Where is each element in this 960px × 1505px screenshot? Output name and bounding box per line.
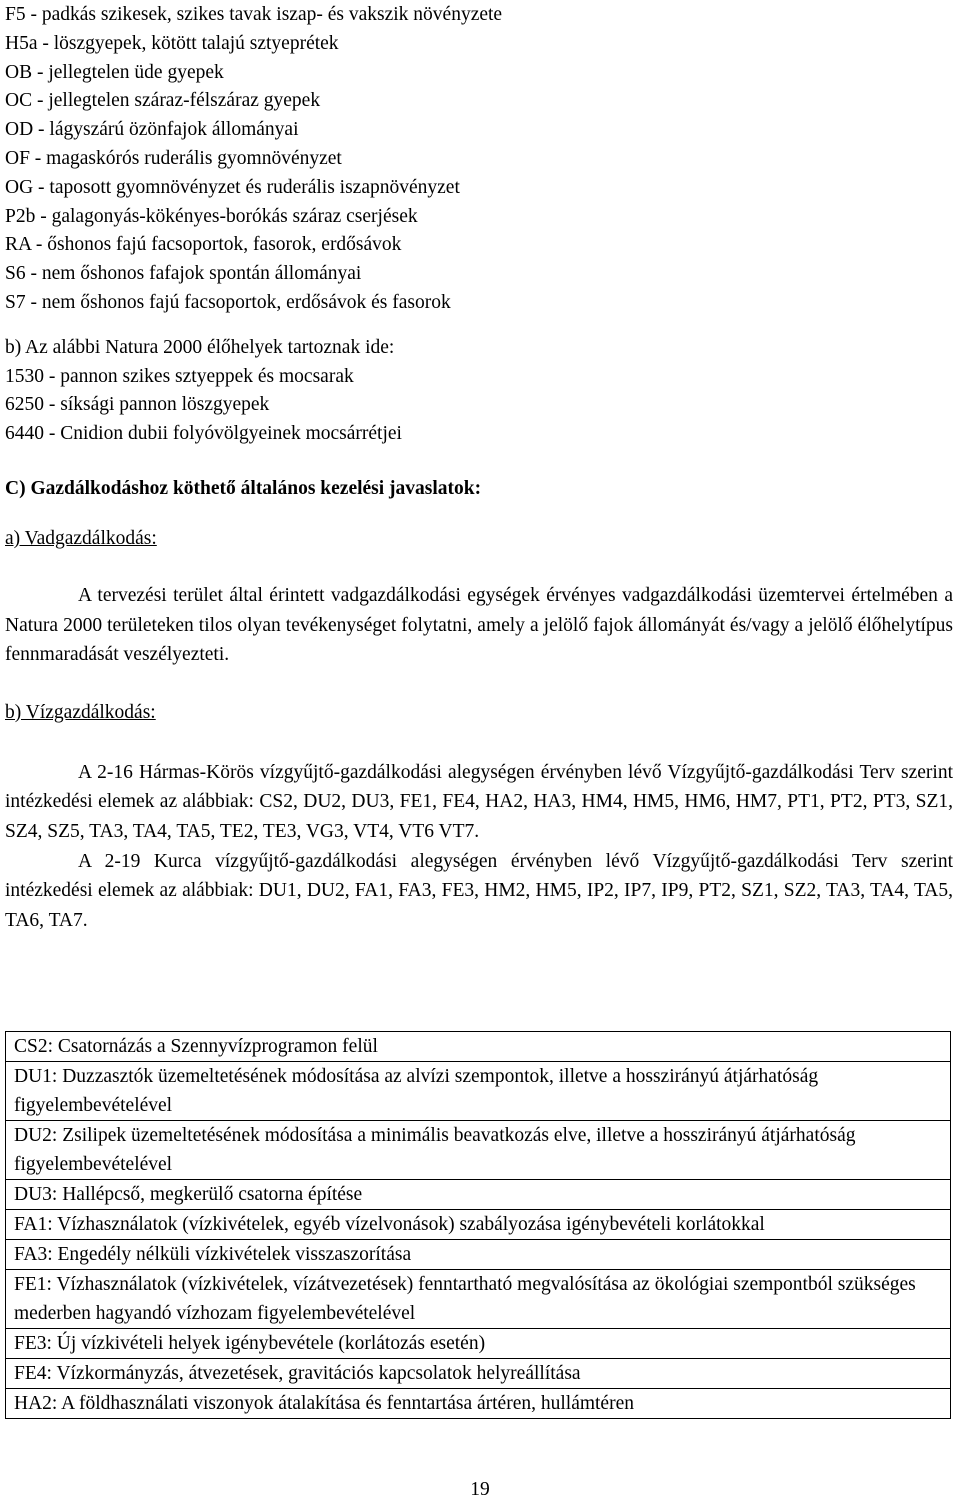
list-item: 6250 - síksági pannon löszgyepek <box>5 394 270 416</box>
list-item: P2b - galagonyás-kökényes-borókás száraz cserjések <box>5 205 418 227</box>
water-text-1: A 2-16 Hármas-Körös vízgyűjtő-gazdálkodási alegységen érvényben lévő Vízgyűjtő-gazdálkodási Terv szerint intézkedési elemek az alábbiak: CS2, DU2, DU3, FE1, FE4, HA2, HA3, HM4, HM5, HM6, HM7, PT1, PT2, PT3, SZ1, SZ4, SZ5, TA3, TA4, TA5, TE2, TE3, VG3, VT4, VT6 VT7. <box>5 761 953 842</box>
habitat-code-list <box>5 0 953 318</box>
water-paragraph-1 <box>5 758 953 847</box>
measures-table <box>5 1031 951 1419</box>
table-cell: DU2: Zsilipek üzemeltetésének módosítása a minimális beavatkozás elve, illetve a hosszirányú átjárhatóság figyelembevételével <box>6 1121 951 1180</box>
table-row <box>6 1121 951 1180</box>
water-heading: b) Vízgazdálkodás: <box>5 701 156 723</box>
table-cell: HA2: A földhasználati viszonyok átalakítása és fenntartása ártéren, hullámtéren <box>6 1389 951 1419</box>
table-cell: DU3: Hallépcső, megkerülő csatorna építése <box>6 1180 951 1210</box>
table-row <box>6 1032 951 1062</box>
table-cell: FE1: Vízhasználatok (vízkivételek, vízátvezetések) fenntartható megvalósítása az ökológiai szempontból szükséges mederben hagyandó vízhozam figyelembevételével <box>6 1270 951 1329</box>
list-item: 6440 - Cnidion dubii folyóvölgyeinek mocsárrétjei <box>5 423 402 445</box>
table-row <box>6 1389 951 1419</box>
hunting-paragraph <box>5 581 953 670</box>
list-item: 1530 - pannon szikes sztyeppek és mocsarak <box>5 365 354 387</box>
hunting-text: A tervezési terület által érintett vadgazdálkodási egységek érvényes vadgazdálkodási üzemtervei értelmében a Natura 2000 területeken tilos olyan tevékenységet folytatni, amely a jelölő fajok állományát és/vagy a jelölő élőhelytípus fennmaradását veszélyezteti. <box>5 584 953 666</box>
hunting-heading: a) Vadgazdálkodás: <box>5 527 157 549</box>
list-item: OB - jellegtelen üde gyepek <box>5 61 224 83</box>
table-row <box>6 1210 951 1240</box>
list-item: H5a - löszgyepek, kötött talajú sztyeprétek <box>5 32 339 54</box>
list-item: S6 - nem őshonos fafajok spontán állományai <box>5 263 362 285</box>
table-row <box>6 1062 951 1121</box>
table-cell: FE4: Vízkormányzás, átvezetések, gravitációs kapcsolatok helyreállítása <box>6 1359 951 1389</box>
list-item: OD - lágyszárú özönfajok állományai <box>5 119 299 141</box>
table-cell: FE3: Új vízkivételi helyek igénybevétele (korlátozás esetén) <box>6 1329 951 1359</box>
list-item: OG - taposott gyomnövényzet és ruderális iszapnövényzet <box>5 176 460 198</box>
table-cell: CS2: Csatornázás a Szennyvízprogramon felül <box>6 1032 951 1062</box>
table-cell: DU1: Duzzasztók üzemeltetésének módosítása az alvízi szempontok, illetve a hosszirányú átjárhatóság figyelembevételével <box>6 1062 951 1121</box>
table-row <box>6 1180 951 1210</box>
natura-heading: b) Az alábbi Natura 2000 élőhelyek tartoznak ide: <box>5 336 395 358</box>
list-item: OF - magaskórós ruderális gyomnövényzet <box>5 147 342 169</box>
list-item: S7 - nem őshonos fajú facsoportok, erdősávok és fasorok <box>5 291 451 313</box>
water-text-2: A 2-19 Kurca vízgyűjtő-gazdálkodási alegységen érvényben lévő Vízgyűjtő-gazdálkodási Terv szerint intézkedési elemek az alábbiak: DU1, DU2, FA1, FA3, FE3, HM2, HM5, IP2, IP7, IP9, PT2, SZ1, SZ2, TA3, TA4, TA5, TA6, TA7. <box>5 850 953 931</box>
table-row <box>6 1359 951 1389</box>
document-page <box>5 0 953 935</box>
table-cell: FA1: Vízhasználatok (vízkivételek, egyéb vízelvonások) szabályozása igénybevételi korlátokkal <box>6 1210 951 1240</box>
section-c-heading: C) Gazdálkodáshoz köthető általános kezelési javaslatok: <box>5 477 482 499</box>
table-cell: FA3: Engedély nélküli vízkivételek visszaszorítása <box>6 1240 951 1270</box>
list-item: OC - jellegtelen száraz-félszáraz gyepek <box>5 90 321 112</box>
page-number: 19 <box>470 1479 490 1500</box>
list-item: F5 - padkás szikesek, szikes tavak iszap- és vakszik növényzete <box>5 4 503 25</box>
natura-habitat-list <box>5 334 953 449</box>
table-row <box>6 1270 951 1329</box>
table-row <box>6 1329 951 1359</box>
table-row <box>6 1240 951 1270</box>
list-item: RA - őshonos fajú facsoportok, fasorok, erdősávok <box>5 234 402 256</box>
water-paragraph-2 <box>5 847 953 936</box>
